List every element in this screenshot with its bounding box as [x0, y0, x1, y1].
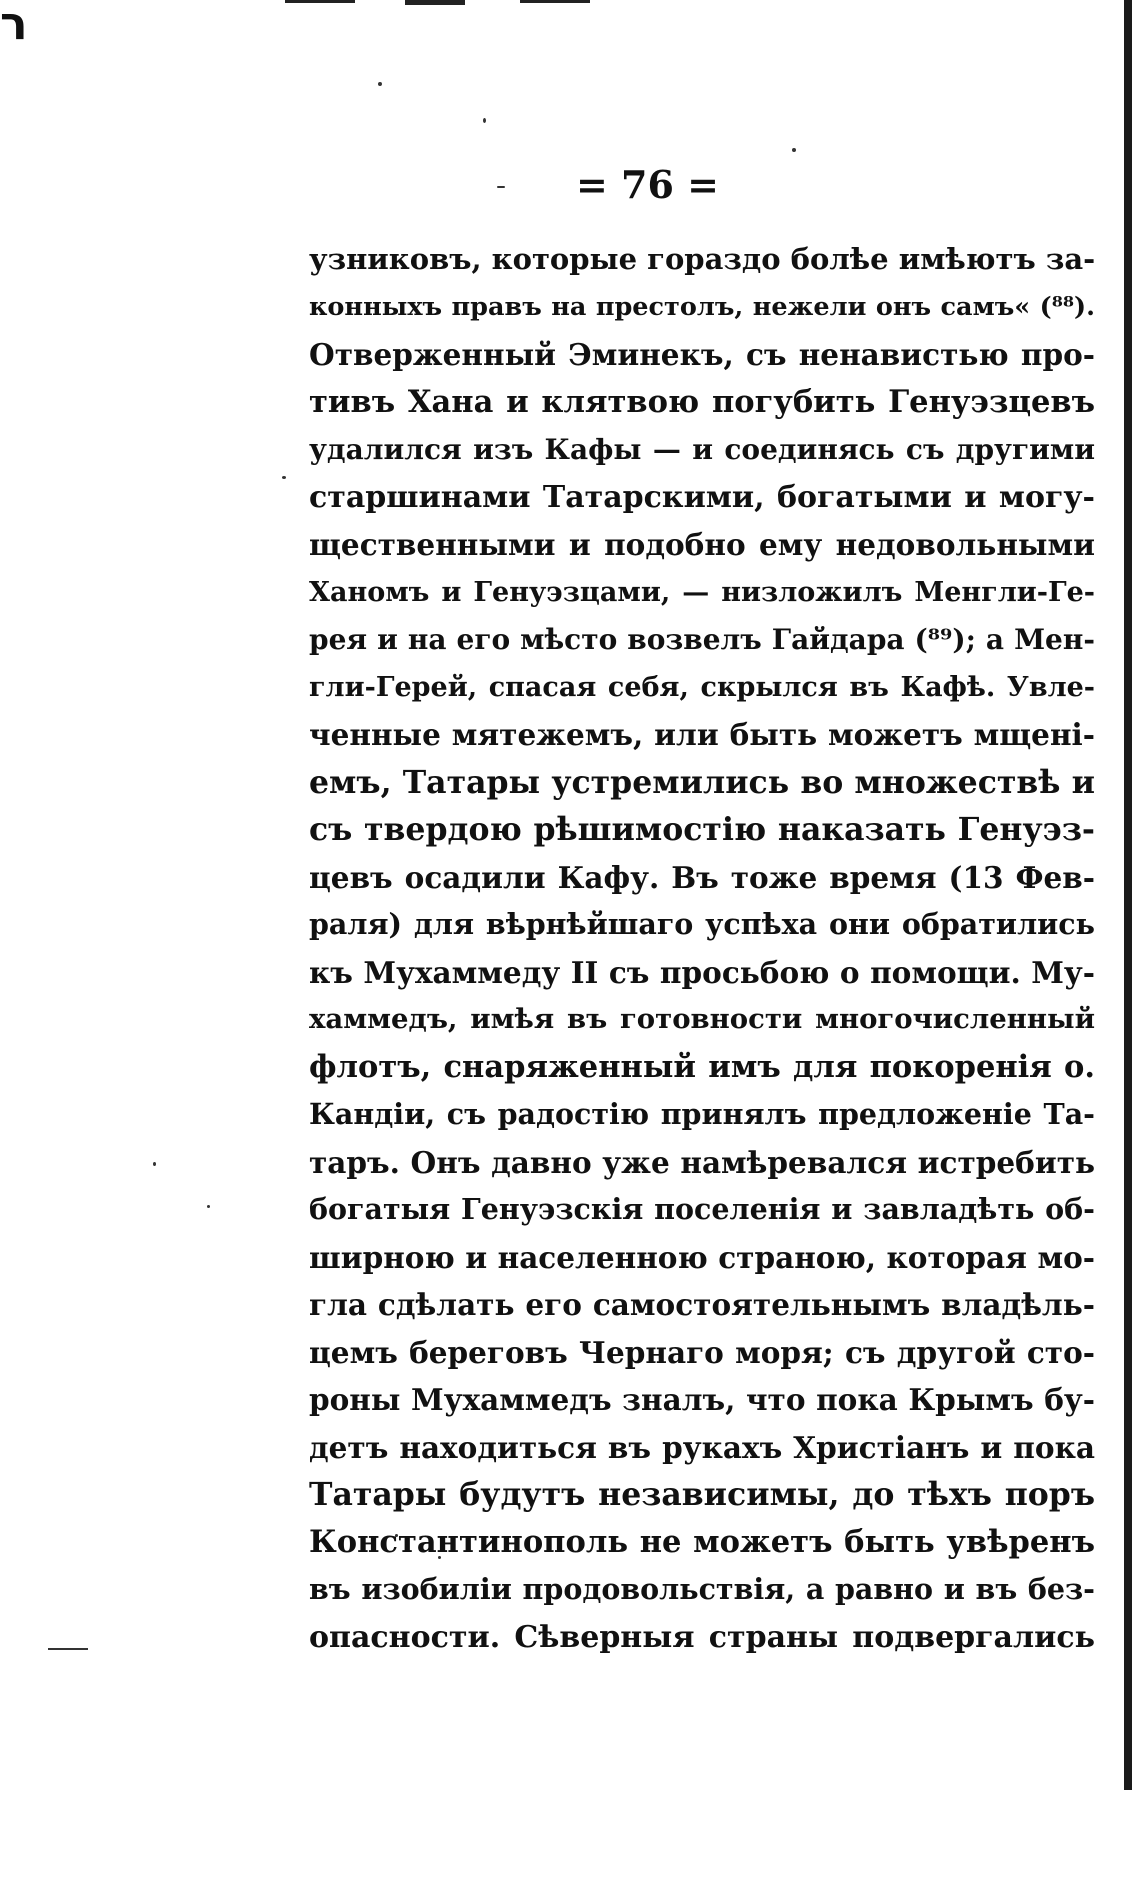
- text-line: роны Мухаммедъ зналъ, что пока Крымъ бу-: [309, 1382, 1095, 1417]
- top-edge-mark: [405, 0, 465, 5]
- text-line: детъ находиться въ рукахъ Христіанъ и пока: [309, 1429, 1095, 1465]
- text-line: къ Мухаммеду II съ просьбою о помощи. Му-: [309, 954, 1095, 990]
- body-text: [309, 236, 1095, 1661]
- text-line: гли-Герей, спасая себя, скрылся въ Кафѣ. Увле-: [309, 671, 1095, 703]
- text-line: емъ, Татары устремились во множествѣ и: [309, 763, 1095, 801]
- text-line: узниковъ, которые гораздо болѣе имѣютъ за-: [309, 242, 1096, 276]
- text-line: флотъ, снаряженный имъ для покоренія о.: [309, 1048, 1095, 1085]
- top-edge-mark: [285, 0, 355, 3]
- text-line: съ твердою рѣшимостію наказать Генуэз-: [309, 811, 1095, 848]
- page-edge-shadow: [1124, 0, 1132, 1790]
- top-edge-mark: [520, 0, 590, 3]
- text-line: цемъ береговъ Чернаго моря; съ другой сто-: [309, 1334, 1095, 1370]
- corner-mark: ר: [0, 0, 28, 50]
- text-line: опасности. Сѣверныя страны подвергались: [309, 1619, 1095, 1655]
- text-line: рея и на его мѣсто возвелъ Гайдара (⁸⁹); а Мен-: [309, 623, 1095, 656]
- text-line: Константинополь не можетъ быть увѣренъ: [309, 1523, 1095, 1560]
- margin-dash: [48, 1648, 88, 1650]
- text-line: Кандіи, съ радостію принялъ предложеніе Та-: [309, 1097, 1095, 1131]
- speck: [483, 118, 486, 123]
- text-line: ширною и населенною страною, которая мо-: [309, 1239, 1095, 1275]
- text-line: богатыя Генуэзскія поселенія и завладѣть об-: [309, 1192, 1095, 1226]
- text-line: Ханомъ и Генуэзцами, — низложилъ Менгли-Ге-: [309, 576, 1095, 608]
- text-line: гла сдѣлать его самостоятельнымъ владѣль-: [309, 1287, 1095, 1322]
- text-line: удалился изъ Кафы — и соединясь съ другими: [309, 433, 1095, 466]
- text-line: тивъ Хана и клятвою погубить Генуэзцевъ: [309, 383, 1095, 420]
- speck: [282, 476, 286, 479]
- speck: [792, 148, 796, 152]
- text-line: Отверженный Эминекъ, съ ненавистью про-: [309, 337, 1095, 372]
- text-line: таръ. Онъ давно уже намѣревался истребить: [309, 1144, 1095, 1180]
- text-line: щественными и подобно ему недовольными: [309, 527, 1095, 562]
- text-line: ченные мятежемъ, или быть можетъ мщені-: [309, 717, 1095, 752]
- text-line: конныхъ правъ на престолъ, нежели онъ самъ« (⁸⁸).: [309, 291, 1095, 322]
- text-line: цевъ осадили Кафу. Въ тоже время (13 Фев-: [309, 859, 1095, 895]
- text-line: въ изобиліи продовольствія, а равно и въ без-: [309, 1572, 1095, 1606]
- text-line: старшинами Татарскими, богатыми и могу-: [309, 479, 1095, 515]
- speck: [378, 82, 382, 86]
- speck: [207, 1205, 210, 1208]
- text-line: раля) для вѣрнѣйшаго успѣха они обратились: [309, 907, 1095, 941]
- text-line: хаммедъ, имѣя въ готовности многочисленный: [309, 1003, 1095, 1035]
- text-line: Татары будутъ независимы, до тѣхъ поръ: [309, 1476, 1095, 1513]
- speck: [153, 1162, 156, 1166]
- page-number: = 76 =: [575, 162, 720, 207]
